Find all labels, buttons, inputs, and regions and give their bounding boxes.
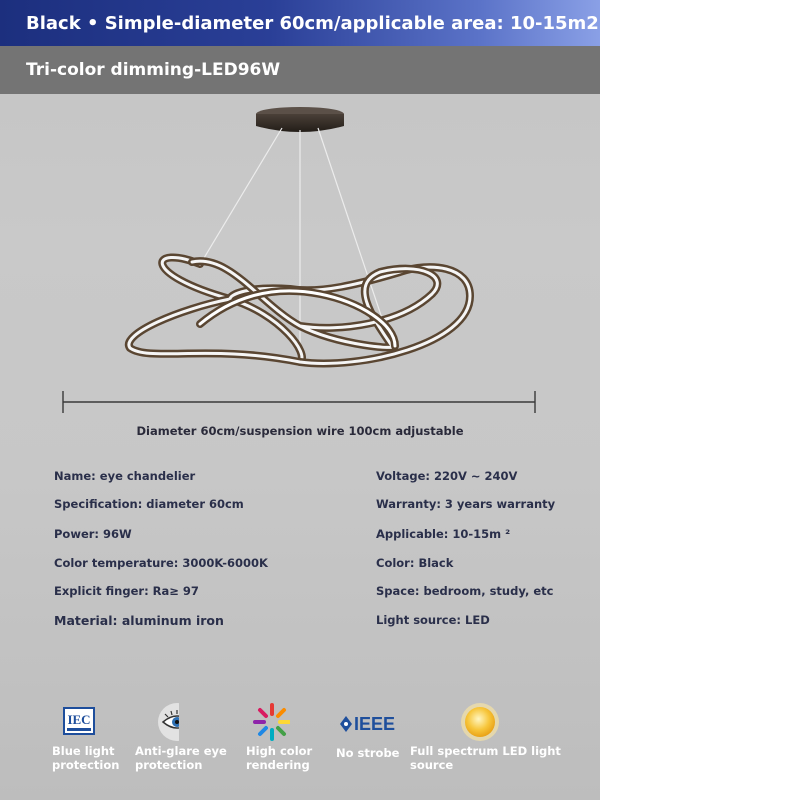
spec-specification: Specification: diameter 60cm [54, 497, 244, 511]
spec-color: Color: Black [376, 556, 454, 570]
title-text: Black • Simple-diameter 60cm/applicable area: 10-15m2 [26, 12, 599, 34]
ieee-logo-text: IEEE [354, 714, 396, 734]
color-wheel-icon [246, 702, 290, 742]
iec-logo-text: IEC [67, 712, 91, 727]
spec-warranty: Warranty: 3 years warranty [376, 497, 556, 511]
spec-applicable: Applicable: 10-15m ² [376, 527, 511, 541]
feature-full-spectrum [410, 702, 580, 772]
diameter-caption: Diameter 60cm/suspension wire 100cm adjustable [136, 424, 464, 438]
title-banner [0, 0, 600, 46]
spec-color-temperature: Color temperature: 3000K-6000K [54, 556, 268, 570]
feature-label: High color rendering [246, 744, 313, 772]
spec-explicit-finger: Explicit finger: Ra≥ 97 [54, 584, 199, 598]
spec-voltage: Voltage: 220V ~ 240V [376, 469, 518, 483]
spec-power: Power: 96W [54, 527, 132, 541]
feature-label: No strobe [336, 746, 400, 760]
sun-icon [458, 702, 502, 742]
subtitle-text: Tri-color dimming-LED96W [26, 60, 281, 80]
feature-anti-glare [135, 702, 245, 772]
spec-space: Space: bedroom, study, etc [376, 584, 554, 598]
spec-name: Name: eye chandelier [54, 469, 196, 483]
diameter-dimension-line [0, 384, 600, 424]
ieee-icon [336, 702, 406, 742]
subtitle-banner [0, 46, 600, 94]
feature-label: Full spectrum LED light source [410, 744, 561, 772]
spec-material: Material: aluminum iron [54, 613, 224, 628]
chandelier-image [0, 94, 600, 384]
feature-label: Blue light protection [52, 744, 120, 772]
eye-icon [135, 702, 179, 742]
spec-light-source: Light source: LED [376, 613, 490, 627]
iec-icon [52, 702, 96, 742]
feature-label: Anti-glare eye protection [135, 744, 227, 772]
